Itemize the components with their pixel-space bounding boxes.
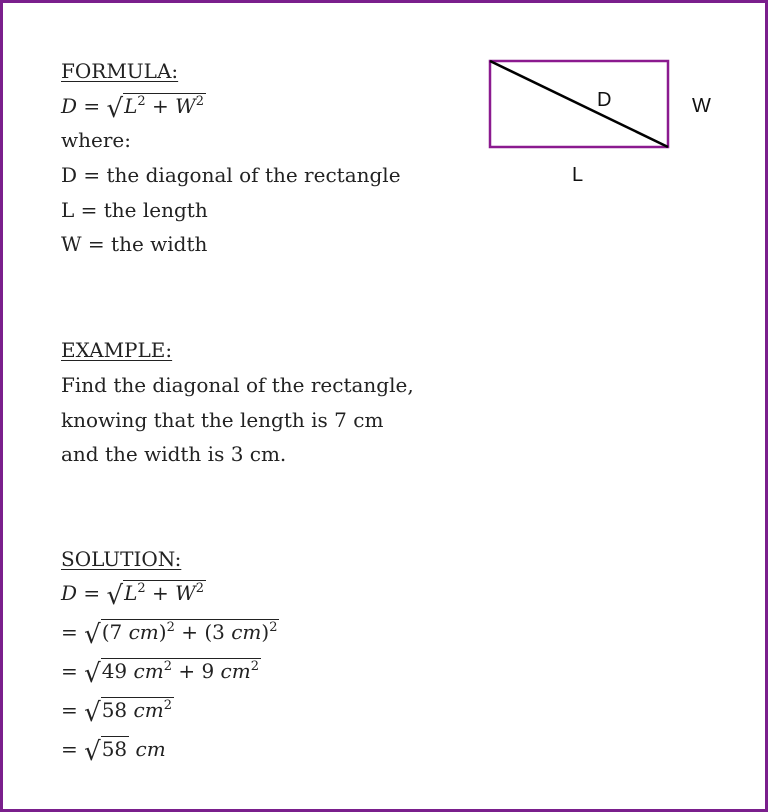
solution-step-4 xyxy=(61,697,174,726)
radical-sign-icon: √ xyxy=(106,94,124,124)
solution-eq-3: = xyxy=(61,659,78,683)
solution-radical-3 xyxy=(84,658,261,687)
radical-sign-icon: √ xyxy=(106,581,124,611)
example-heading: EXAMPLE: xyxy=(61,338,173,362)
formula-exp-w: 2 xyxy=(195,94,204,109)
diagram-label-l: L xyxy=(572,164,584,186)
solution-exp: 2 xyxy=(250,659,259,674)
formula-heading: FORMULA: xyxy=(61,59,179,83)
solution-eq-1: = xyxy=(83,581,101,605)
solution-exp: 2 xyxy=(163,698,172,713)
solution-l: L xyxy=(124,581,138,605)
radical-sign-icon: √ xyxy=(84,698,101,728)
formula-where: where: xyxy=(61,128,131,152)
example-line-1: Find the diagonal of the rectangle, xyxy=(61,373,414,397)
solution-step-3 xyxy=(61,658,261,687)
formula-w: W xyxy=(175,94,196,118)
formula-eq: = xyxy=(83,94,101,118)
solution-exp: 2 xyxy=(269,620,278,635)
solution-text: 49 xyxy=(101,659,134,683)
example-line-2: knowing that the length is 7 cm xyxy=(61,408,384,432)
solution-text: + (3 xyxy=(174,620,232,644)
solution-unit: cm xyxy=(128,620,159,644)
formula-def-d: D = the diagonal of the rectangle xyxy=(61,163,401,187)
solution-unit: cm xyxy=(220,659,251,683)
solution-eq-2: = xyxy=(61,620,78,644)
solution-text: 58 xyxy=(101,737,128,761)
solution-radical-4 xyxy=(84,697,174,726)
solution-lhs: D xyxy=(61,581,78,605)
solution-unit: cm xyxy=(133,698,164,722)
diagram-label-d: D xyxy=(597,89,612,111)
example-line-3: and the width is 3 cm. xyxy=(61,442,287,466)
solution-step-1 xyxy=(61,580,206,609)
solution-step-2 xyxy=(61,619,279,648)
formula-lhs: D xyxy=(61,94,78,118)
solution-exp: 2 xyxy=(137,581,146,596)
solution-eq-4: = xyxy=(61,698,78,722)
solution-exp: 2 xyxy=(195,581,204,596)
solution-text: 58 xyxy=(101,698,134,722)
solution-step-5 xyxy=(61,736,166,765)
radical-sign-icon: √ xyxy=(84,659,101,689)
formula-exp-l: 2 xyxy=(137,94,146,109)
solution-text: ) xyxy=(261,620,270,644)
formula-plus: + xyxy=(152,94,169,118)
rectangle-diagram xyxy=(473,43,733,193)
solution-exp: 2 xyxy=(163,659,172,674)
solution-unit: cm xyxy=(133,659,164,683)
solution-radical-2 xyxy=(84,619,279,648)
formula-def-w: W = the width xyxy=(61,232,208,256)
diagonal-line xyxy=(490,61,668,147)
radical-sign-icon: √ xyxy=(84,737,101,767)
solution-radical-1: $√L^2 + W^2$ xyxy=(106,581,204,611)
solution-w: W xyxy=(175,581,196,605)
solution-text: (7 xyxy=(101,620,129,644)
diagram-label-w: W xyxy=(692,95,711,117)
formula-radical xyxy=(107,93,206,122)
formula-l: L xyxy=(124,94,138,118)
solution-unit: cm xyxy=(135,737,166,761)
formula-def-l: L = the length xyxy=(61,198,208,222)
radical-sign-icon: √ xyxy=(84,620,101,650)
solution-radical-5 xyxy=(84,736,129,765)
solution-text: ) xyxy=(158,620,167,644)
solution-text: + 9 xyxy=(171,659,221,683)
solution-exp: 2 xyxy=(166,620,175,635)
solution-eq-5: = xyxy=(61,737,78,761)
formula-equation xyxy=(61,93,206,122)
solution-unit: cm xyxy=(231,620,262,644)
solution-heading: SOLUTION: xyxy=(61,547,182,571)
